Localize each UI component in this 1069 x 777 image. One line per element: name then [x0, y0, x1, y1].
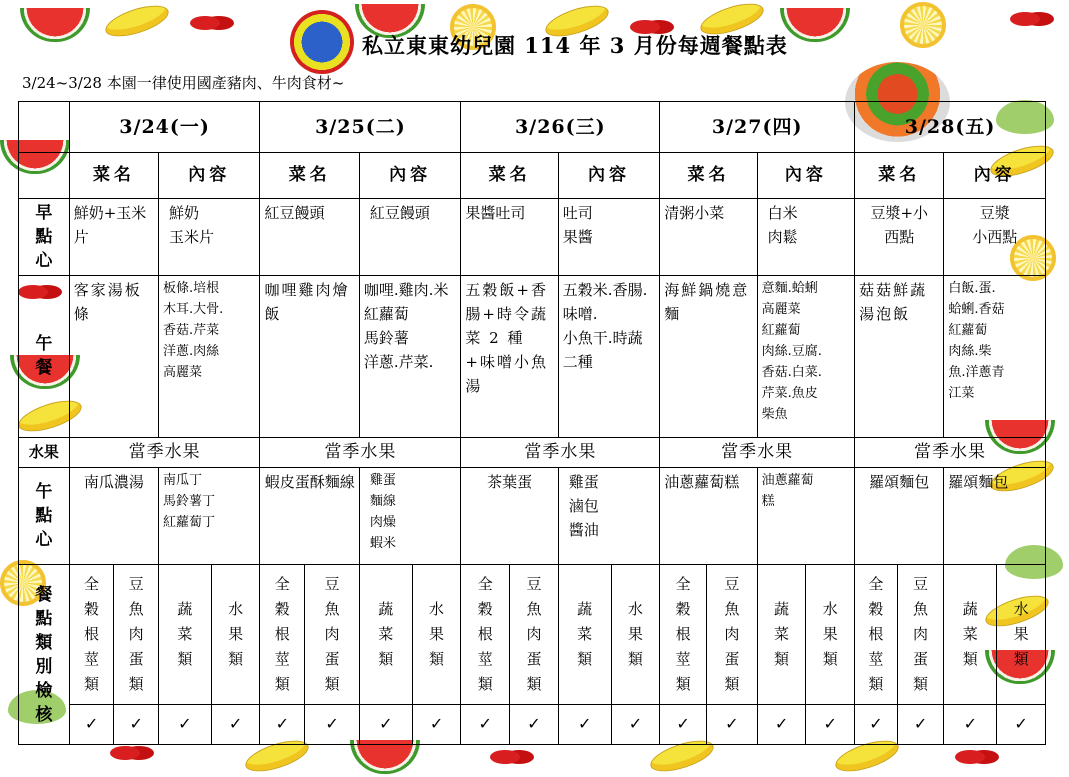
snack-dish: 茶葉蛋	[461, 467, 558, 564]
fruit-cell: 當季水果	[461, 437, 660, 467]
snack-dish: 南瓜濃湯	[69, 467, 158, 564]
breakfast-dish: 果醬吐司	[461, 199, 558, 276]
check-mark: ✓	[412, 704, 461, 744]
fruit-cell: 當季水果	[260, 437, 461, 467]
category-vegetable: 蔬菜類	[774, 599, 790, 668]
category-row	[19, 565, 1046, 705]
category-grains: 全穀根莖類	[675, 574, 691, 693]
banana-icon	[103, 1, 171, 42]
date-header: 3/25(二)	[260, 102, 461, 153]
check-mark: ✓	[997, 704, 1046, 744]
lunch-dish: 五穀飯+香腸+時令蔬菜 2 種+味噌小魚湯	[461, 275, 558, 437]
category-protein: 豆魚肉蛋類	[913, 574, 929, 693]
row-label-snack: 午點心	[35, 481, 53, 550]
check-mark: ✓	[211, 704, 260, 744]
category-vegetable: 蔬菜類	[577, 599, 593, 668]
category-grains: 全穀根莖類	[84, 574, 100, 693]
page-title: 私立東東幼兒園 114 年 3 月份每週餐點表	[362, 33, 788, 58]
date-row	[19, 102, 1046, 153]
breakfast-row	[19, 199, 1046, 276]
lunch-content: 咖哩.雞肉.米 紅蘿蔔 馬鈴薯 洋蔥.芹菜.	[359, 275, 460, 437]
category-fruit: 水果類	[627, 599, 643, 668]
category-grains: 全穀根莖類	[868, 574, 884, 693]
category-protein: 豆魚肉蛋類	[724, 574, 740, 693]
lunch-content: 意麵.蛤蜊 高麗菜 紅蘿蔔 肉絲.豆腐. 香菇.白菜. 芹菜.魚皮 柴魚	[757, 275, 854, 437]
row-label-fruit: 水果	[19, 437, 70, 467]
check-mark: ✓	[558, 704, 611, 744]
cherry-icon	[110, 746, 140, 760]
check-row	[19, 704, 1046, 744]
row-label-lunch: 午餐	[35, 334, 53, 379]
corner-cell	[19, 102, 70, 153]
category-grains: 全穀根莖類	[274, 574, 290, 693]
breakfast-content: 吐司 果醬	[558, 199, 659, 276]
snack-dish: 油蔥蘿蔔糕	[660, 467, 757, 564]
fruit-cell: 當季水果	[660, 437, 855, 467]
check-mark: ✓	[69, 704, 114, 744]
date-header: 3/24(一)	[69, 102, 260, 153]
check-mark: ✓	[159, 704, 212, 744]
fruit-cell: 當季水果	[69, 437, 260, 467]
check-mark: ✓	[757, 704, 806, 744]
cherry-icon	[190, 16, 220, 30]
check-mark: ✓	[855, 704, 898, 744]
column-header-row	[19, 152, 1046, 199]
check-mark: ✓	[305, 704, 360, 744]
category-protein: 豆魚肉蛋類	[128, 574, 144, 693]
date-header: 3/28(五)	[855, 102, 1046, 153]
snack-content: 雞蛋 滷包 醬油	[558, 467, 659, 564]
watermelon-icon	[350, 740, 420, 774]
date-header: 3/27(四)	[660, 102, 855, 153]
breakfast-dish: 紅豆饅頭	[260, 199, 359, 276]
content-header: 內容	[757, 152, 854, 199]
snack-dish: 蝦皮蛋酥麵線	[260, 467, 359, 564]
snack-content: 雞蛋 麵線 肉燥 蝦米	[359, 467, 460, 564]
check-mark: ✓	[897, 704, 944, 744]
category-protein: 豆魚肉蛋類	[324, 574, 340, 693]
lunch-row	[19, 275, 1046, 437]
lunch-content: 白飯.蛋. 蛤蜊.香菇 紅蘿蔔 肉絲.柴 魚.洋蔥青 江菜	[944, 275, 1046, 437]
lunch-dish: 客家湯板條	[69, 275, 158, 437]
check-mark: ✓	[114, 704, 159, 744]
category-fruit: 水果類	[1013, 599, 1029, 668]
date-header: 3/26(三)	[461, 102, 660, 153]
cherry-icon	[490, 750, 520, 764]
breakfast-dish: 豆漿+小 西點	[855, 199, 944, 276]
dish-header: 菜名	[260, 152, 359, 199]
page-subtitle: 3/24~3/28 本園一律使用國產豬肉、牛肉食材~	[22, 74, 345, 92]
category-fruit: 水果類	[429, 599, 445, 668]
snack-content: 羅頌麵包	[944, 467, 1046, 564]
dish-header: 菜名	[660, 152, 757, 199]
breakfast-content: 紅豆饅頭	[359, 199, 460, 276]
dish-header: 菜名	[855, 152, 944, 199]
lunch-content: 板條.培根 木耳.大骨. 香菇.芹菜 洋蔥.肉絲 高麗菜	[159, 275, 260, 437]
category-vegetable: 蔬菜類	[962, 599, 978, 668]
lunch-content: 五穀米.香腸.味噌. 小魚干.時蔬二種	[558, 275, 659, 437]
category-grains: 全穀根莖類	[477, 574, 493, 693]
check-mark: ✓	[706, 704, 757, 744]
category-vegetable: 蔬菜類	[177, 599, 193, 668]
breakfast-content: 鮮奶 玉米片	[159, 199, 260, 276]
category-vegetable: 蔬菜類	[378, 599, 394, 668]
breakfast-dish: 鮮奶+玉米片	[69, 199, 158, 276]
category-fruit: 水果類	[822, 599, 838, 668]
snack-row	[19, 467, 1046, 564]
category-fruit: 水果類	[228, 599, 244, 668]
kindergarten-logo	[290, 10, 354, 74]
lunch-dish: 咖哩雞肉燴飯	[260, 275, 359, 437]
check-mark: ✓	[611, 704, 660, 744]
content-header: 內容	[558, 152, 659, 199]
lemon-slice-icon	[900, 2, 946, 48]
content-header: 內容	[159, 152, 260, 199]
category-protein: 豆魚肉蛋類	[526, 574, 542, 693]
check-mark: ✓	[260, 704, 305, 744]
check-mark: ✓	[660, 704, 707, 744]
breakfast-content: 豆漿 小西點	[944, 199, 1046, 276]
menu-table	[18, 101, 1046, 745]
cherry-icon	[1010, 12, 1040, 26]
breakfast-dish: 清粥小菜	[660, 199, 757, 276]
breakfast-content: 白米 肉鬆	[757, 199, 854, 276]
lunch-dish: 菇菇鮮蔬湯泡飯	[855, 275, 944, 437]
row-label-check: 餐點類別檢核	[35, 584, 53, 725]
content-header: 內容	[359, 152, 460, 199]
check-mark: ✓	[461, 704, 510, 744]
snack-dish: 羅頌麵包	[855, 467, 944, 564]
lunch-dish: 海鮮鍋燒意麵	[660, 275, 757, 437]
snack-content: 南瓜丁 馬鈴薯丁 紅蘿蔔丁	[159, 467, 260, 564]
dish-header: 菜名	[461, 152, 558, 199]
check-mark: ✓	[359, 704, 412, 744]
check-mark: ✓	[510, 704, 559, 744]
cherry-icon	[955, 750, 985, 764]
fruit-cell: 當季水果	[855, 437, 1046, 467]
check-mark: ✓	[944, 704, 997, 744]
watermelon-icon	[780, 8, 850, 42]
check-mark: ✓	[806, 704, 855, 744]
content-header: 內容	[944, 152, 1046, 199]
fruit-row	[19, 437, 1046, 467]
snack-content: 油蔥蘿蔔 糕	[757, 467, 854, 564]
watermelon-icon	[20, 8, 90, 42]
row-label-breakfast: 早點心	[35, 202, 53, 271]
dish-header: 菜名	[69, 152, 158, 199]
corner-cell	[19, 152, 70, 199]
